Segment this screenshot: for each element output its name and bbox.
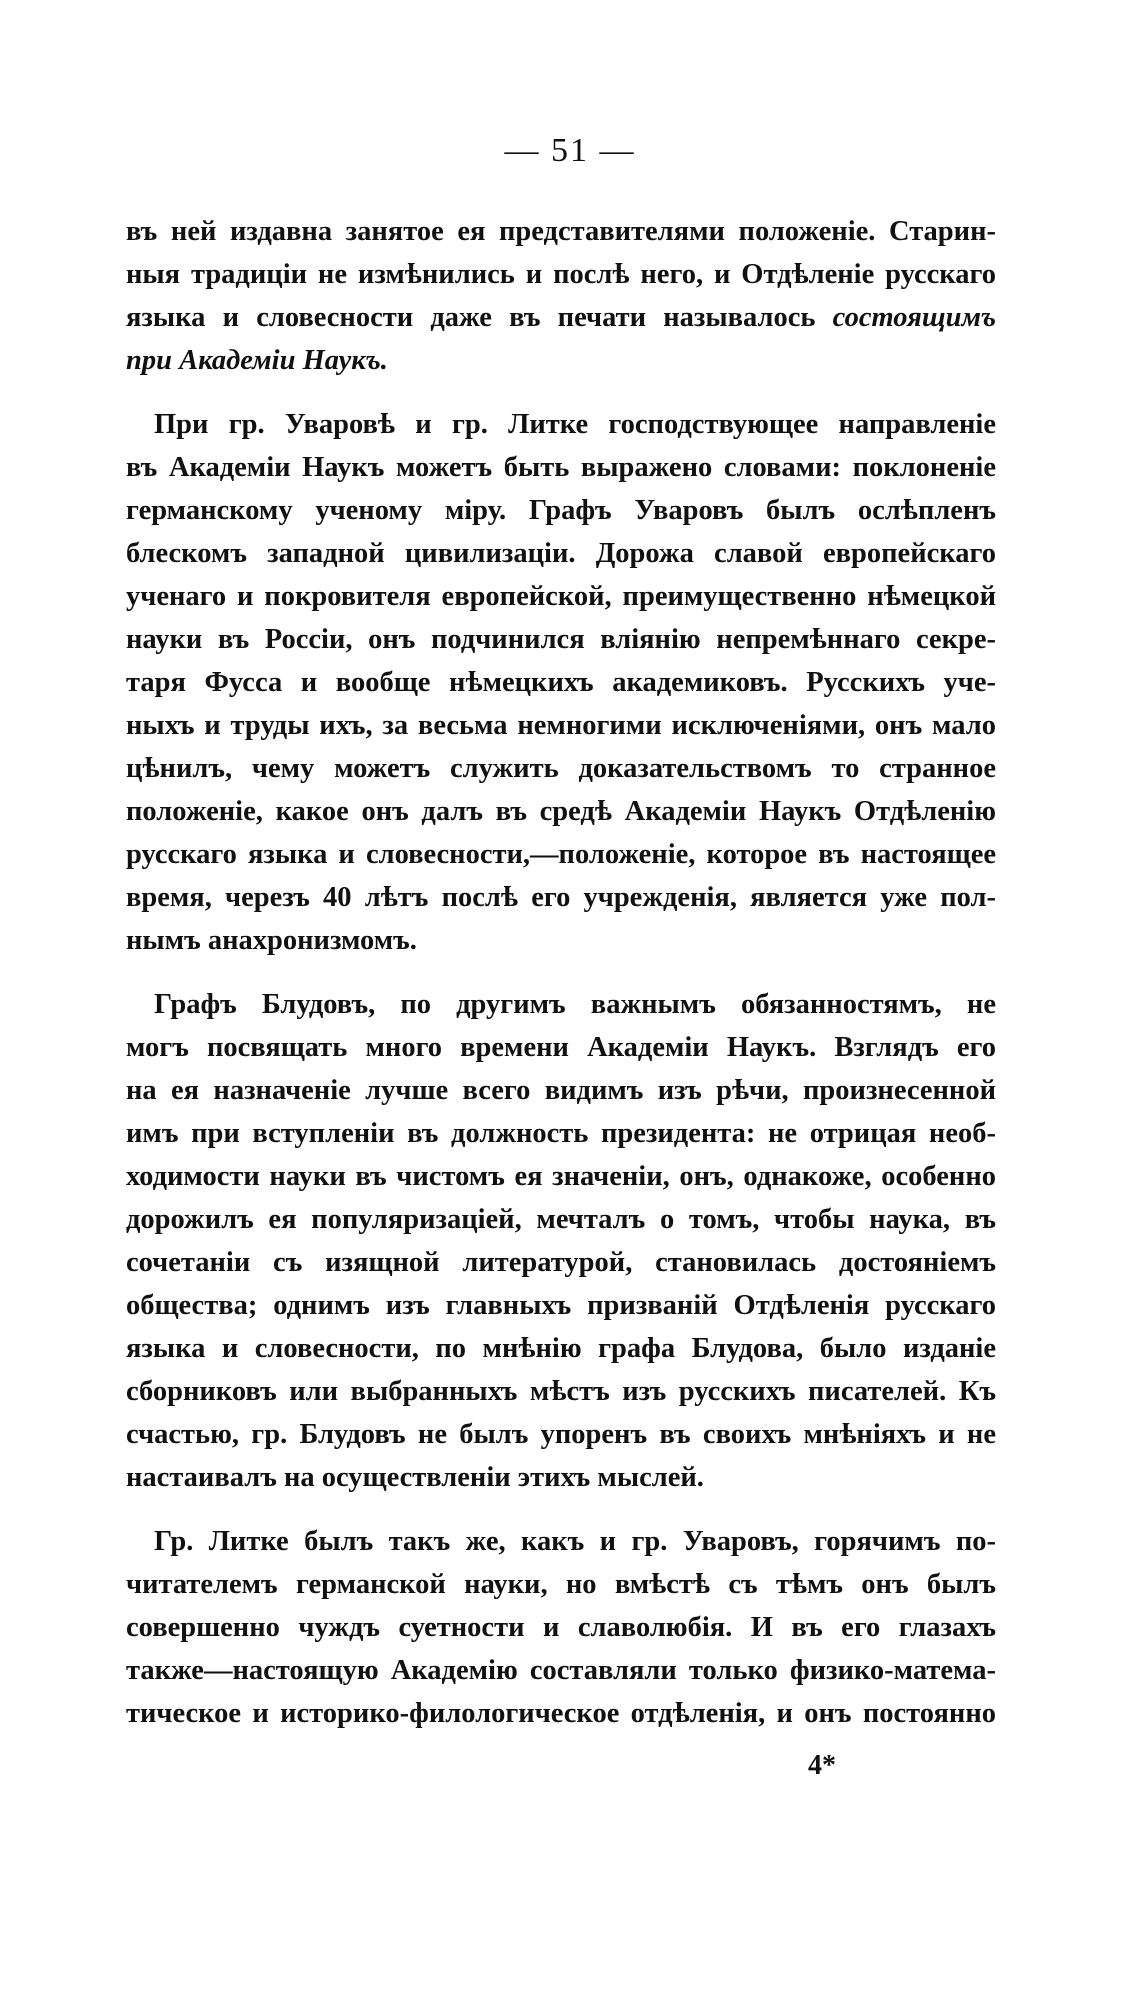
italic-phrase: при Академіи Наукъ. [126, 345, 388, 376]
text-line: германскому ученому міру. Графъ Уваровъ былъ ослѣпленъ [126, 495, 996, 526]
text-line: цѣнилъ, чему можетъ служить доказательствомъ то странное [126, 753, 996, 784]
text-line: могъ посвящать много времени Академіи Наукъ. Взглядъ его [126, 1032, 996, 1063]
text-line: блескомъ западной цивилизаціи. Дорожа славой европейскаго [126, 538, 996, 569]
text-line: языка и словесности, по мнѣнію графа Блудова, было изданіе [126, 1333, 996, 1364]
body-text [126, 210, 996, 1735]
page-number: — 51 — [504, 132, 636, 169]
text-line: Гр. Литке былъ такъ же, какъ и гр. Уваровъ, горячимъ по- [154, 1526, 996, 1557]
text-line: настаивалъ на осуществленіи этихъ мыслей. [126, 1462, 704, 1493]
text-line: имъ при вступленіи въ должность президента: не отрицая необ- [126, 1118, 996, 1149]
text-line: время, черезъ 40 лѣтъ послѣ его учрежденія, является уже пол- [126, 882, 996, 913]
text-line: таря Фусса и вообще нѣмецкихъ академиковъ. Русскихъ уче- [126, 667, 996, 698]
paragraph [126, 210, 996, 382]
text-line: читателемъ германской науки, но вмѣстѣ съ тѣмъ онъ былъ [126, 1569, 996, 1600]
paragraph [126, 403, 996, 962]
text-line: ныя традиціи не измѣнились и послѣ него, и Отдѣленіе русскаго [126, 259, 996, 290]
italic-phrase: состоящимъ [832, 302, 996, 333]
paragraph [126, 983, 996, 1499]
text-line: сборниковъ или выбранныхъ мѣстъ изъ русскихъ писателей. Къ [126, 1376, 996, 1407]
text-line: При гр. Уваровѣ и гр. Литке господствующее направленіе [154, 409, 996, 440]
text-line: Графъ Блудовъ, по другимъ важнымъ обязанностямъ, не [154, 989, 996, 1020]
text-line: въ Академіи Наукъ можетъ быть выражено словами: поклоненіе [126, 452, 996, 483]
text-line: въ ней издавна занятое ея представителями положеніе. Старин- [126, 216, 996, 247]
text-line: счастью, гр. Блудовъ не былъ упоренъ въ своихъ мнѣніяхъ и не [126, 1419, 996, 1450]
text-line-part: языка и словесности даже въ печати называлось [126, 302, 816, 333]
text-line: ученаго и покровителя европейской, преимущественно нѣмецкой [126, 581, 996, 612]
text-line: науки въ Россіи, онъ подчинился вліянію непремѣннаго секре- [126, 624, 996, 655]
text-line: сочетаніи съ изящной литературой, становилась достояніемъ [126, 1247, 996, 1278]
text-line: дорожилъ ея популяризаціей, мечталъ о томъ, чтобы наука, въ [126, 1204, 996, 1235]
text-line: ходимости науки въ чистомъ ея значеніи, онъ, однакоже, особенно [126, 1161, 996, 1192]
text-line: нымъ анахронизмомъ. [126, 925, 417, 956]
text-line: на ея назначеніе лучше всего видимъ изъ рѣчи, произнесенной [126, 1075, 996, 1106]
text-line: ныхъ и труды ихъ, за весьма немногими исключеніями, онъ мало [126, 710, 996, 741]
text-line [126, 296, 996, 339]
text-line: также—настоящую Академію составляли только физико-матема- [126, 1655, 996, 1686]
signature-mark: 4* [808, 1750, 836, 1781]
text-line: общества; однимъ изъ главныхъ призваній Отдѣленія русскаго [126, 1290, 996, 1321]
text-line [126, 339, 996, 382]
text-line: русскаго языка и словесности,—положеніе, которое въ настоящее [126, 839, 996, 870]
text-line: положеніе, какое онъ далъ въ средѣ Академіи Наукъ Отдѣленію [126, 796, 996, 827]
text-line: совершенно чуждъ суетности и славолюбія. И въ его глазахъ [126, 1612, 996, 1643]
paragraph [126, 1520, 996, 1735]
text-line: тическое и историко-филологическое отдѣленія, и онъ постоянно [126, 1698, 996, 1729]
